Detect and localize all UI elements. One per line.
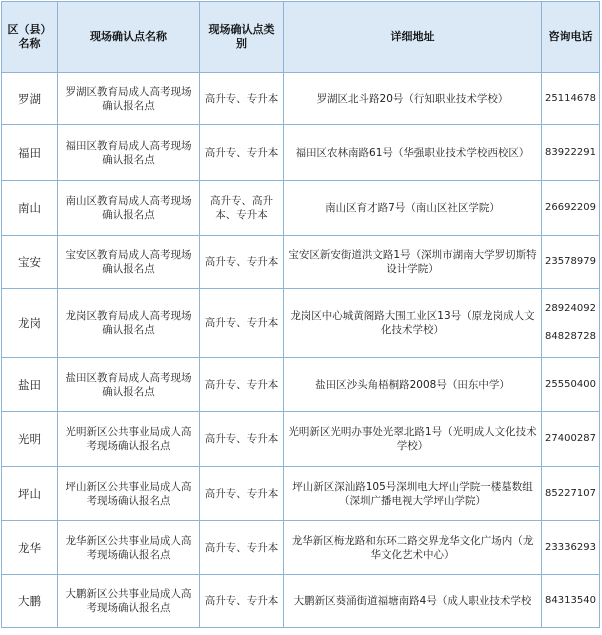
address-cell: 盐田区沙头角梧桐路2008号（田东中学） xyxy=(284,358,542,412)
phone-cell xyxy=(542,467,600,521)
site-name-cell: 龙岗区教育局成人高考现场确认报名点 xyxy=(58,289,200,358)
site-name-cell: 大鹏新区公共事业局成人高考现场确认报名点 xyxy=(58,575,200,628)
district-cell: 罗湖 xyxy=(2,73,58,125)
type-cell: 高升专、高升本、专升本 xyxy=(200,181,284,236)
phone-cell xyxy=(542,181,600,236)
header-row xyxy=(2,2,600,73)
phone-number: 84313540 xyxy=(545,595,596,606)
table-row xyxy=(2,181,600,236)
type-cell: 高升专、专升本 xyxy=(200,73,284,125)
district-cell: 福田 xyxy=(2,125,58,181)
district-cell: 盐田 xyxy=(2,358,58,412)
phone-number: 26692209 xyxy=(545,202,596,213)
phone-cell xyxy=(542,521,600,575)
address-cell: 南山区育才路7号（南山区社区学院） xyxy=(284,181,542,236)
site-name-cell: 龙华新区公共事业局成人高考现场确认报名点 xyxy=(58,521,200,575)
district-cell: 龙华 xyxy=(2,521,58,575)
site-name-cell: 宝安区教育局成人高考现场确认报名点 xyxy=(58,236,200,289)
district-cell: 大鹏 xyxy=(2,575,58,628)
table-row xyxy=(2,73,600,125)
header-type: 现场确认点类 别 xyxy=(200,2,284,73)
site-name-cell: 福田区教育局成人高考现场确认报名点 xyxy=(58,125,200,181)
type-cell: 高升专、专升本 xyxy=(200,236,284,289)
phone-number: 85227107 xyxy=(545,487,596,499)
address-cell: 福田区农林南路61号（华强职业技术学校西校区） xyxy=(284,125,542,181)
header-district: 区（县）名称 xyxy=(2,2,58,73)
table-row xyxy=(2,521,600,575)
phone-cell xyxy=(542,358,600,412)
phone-cell xyxy=(542,73,600,125)
address-cell: 大鹏新区葵涌街道福塘南路4号（成人职业技术学校 xyxy=(284,575,542,628)
phone-number: 27400287 xyxy=(545,433,596,444)
phone-number: 83922291 xyxy=(545,146,596,158)
phone-cell xyxy=(542,236,600,289)
type-cell: 高升专、专升本 xyxy=(200,289,284,358)
phone-cell xyxy=(542,412,600,467)
phone-cell xyxy=(542,125,600,181)
type-cell: 高升专、专升本 xyxy=(200,467,284,521)
district-cell: 龙岗 xyxy=(2,289,58,358)
site-name-cell: 光明新区公共事业局成人高考现场确认报名点 xyxy=(58,412,200,467)
phone-number: 25550400 xyxy=(545,378,596,390)
phone-cell xyxy=(542,575,600,628)
table-row xyxy=(2,575,600,628)
type-cell: 高升专、专升本 xyxy=(200,125,284,181)
header-site-name: 现场确认点名称 xyxy=(58,2,200,73)
address-cell: 光明新区光明办事处光翠北路1号（光明成人文化技术学校） xyxy=(284,412,542,467)
site-name-cell: 南山区教育局成人高考现场确认报名点 xyxy=(58,181,200,236)
table-row xyxy=(2,412,600,467)
table-row xyxy=(2,467,600,521)
table-row xyxy=(2,289,600,358)
phone-number: 28924092 xyxy=(545,303,596,314)
type-cell: 高升专、专升本 xyxy=(200,358,284,412)
type-cell: 高升专、专升本 xyxy=(200,575,284,628)
site-name-cell: 罗湖区教育局成人高考现场确认报名点 xyxy=(58,73,200,125)
phone-cell xyxy=(542,289,600,358)
address-cell: 龙岗区中心城黄阁路大围工业区13号（原龙岗成人文化技术学校） xyxy=(284,289,542,358)
type-cell: 高升专、专升本 xyxy=(200,521,284,575)
address-cell: 坪山新区深汕路105号深圳电大坪山学院一楼墓数组（深圳广播电视大学坪山学院） xyxy=(284,467,542,521)
phone-number: 84828728 xyxy=(545,331,596,342)
district-cell: 南山 xyxy=(2,181,58,236)
table-row xyxy=(2,358,600,412)
address-cell: 罗湖区北斗路20号（行知职业技术学校） xyxy=(284,73,542,125)
type-cell: 高升专、专升本 xyxy=(200,412,284,467)
site-name-cell: 坪山新区公共事业局成人高考现场确认报名点 xyxy=(58,467,200,521)
site-name-cell: 盐田区教育局成人高考现场确认报名点 xyxy=(58,358,200,412)
table-row xyxy=(2,236,600,289)
phone-number: 23578979 xyxy=(545,256,596,267)
registration-sites-table xyxy=(1,1,600,628)
header-address: 详细地址 xyxy=(284,2,542,73)
district-cell: 宝安 xyxy=(2,236,58,289)
address-cell: 宝安区新安街道洪文路1号（深圳市湖南大学罗切斯特设计学院） xyxy=(284,236,542,289)
table-row xyxy=(2,125,600,181)
district-cell: 坪山 xyxy=(2,467,58,521)
phone-number: 25114678 xyxy=(545,92,596,104)
header-phone: 咨询电话 xyxy=(542,2,600,73)
district-cell: 光明 xyxy=(2,412,58,467)
phone-number: 23336293 xyxy=(545,541,596,553)
table-wrapper xyxy=(1,1,600,628)
address-cell: 龙华新区梅龙路和东环二路交界龙华文化广场内（龙华文化艺术中心） xyxy=(284,521,542,575)
